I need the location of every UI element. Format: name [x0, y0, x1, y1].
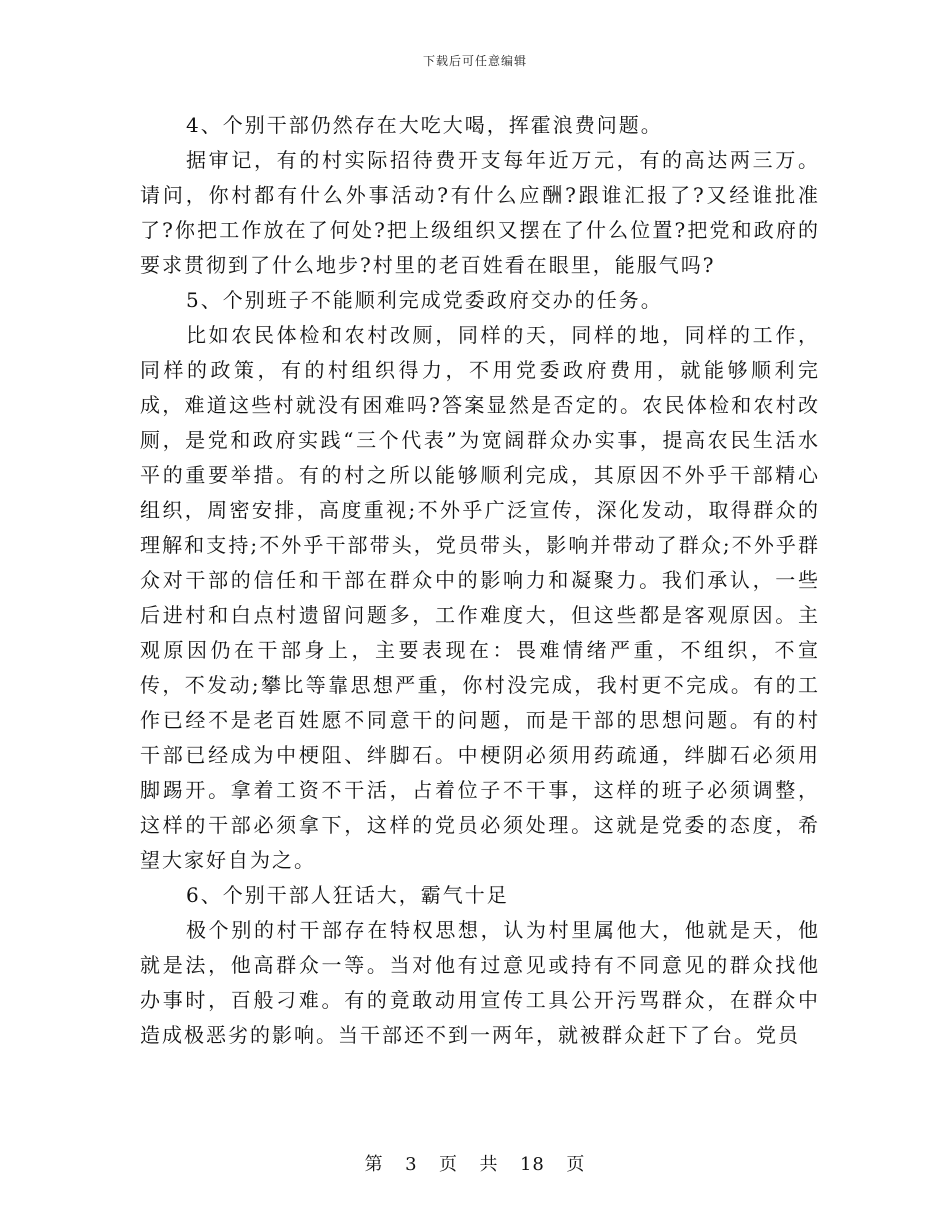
- paragraph-heading-4: 4、个别干部仍然存在大吃大喝，挥霍浪费问题。: [186, 113, 663, 137]
- paragraph-tasks-analysis: 比如农民体检和农村改厕，同样的天，同样的地，同样的工作，同样的政策，有的村组织得力，不用党委政府费用，就能够顺利完成，难道这些村就没有困难吗?答案显然是否定的。农民体检和农村改厕，是党和政府实践“三个代表”为宽阔群众办实事，提高农民生活水平的重要举措。有的村之所以能够顺利完成，其原因不外乎干部精心组织，周密安排，高度重视;不外乎广泛宣传，深化发动，取得群众的理解和支持;不外乎干部带头，党员带头，影响并带动了群众;不外乎群众对干部的信任和干部在群众中的影响力和凝聚力。我们承认，一些后进村和白点村遗留问题多，工作难度大，但这些都是客观原因。主观原因仍在干部身上，主要表现在：畏难情绪严重，不组织，不宣传，不发动;攀比等靠思想严重，你村没完成，我村更不完成。有的工作已经不是老百姓愿不同意干的问题，而是干部的思想问题。有的村干部已经成为中梗阻、绊脚石。中梗阴必须用药疏通，绊脚石必须用脚踢开。拿着工资不干活，占着位子不干事，这样的班子必须调整，这样的干部必须拿下，这样的党员必须处理。这就是党委的态度，希望大家好自为之。: [140, 323, 820, 872]
- footer-total-prefix: 共: [479, 1154, 499, 1175]
- paragraph-heading-5: 5、个别班子不能顺利完成党委政府交办的任务。: [186, 288, 663, 312]
- footer-page-label: 页: [439, 1154, 459, 1175]
- footer-prefix: 第: [364, 1154, 384, 1175]
- document-body: [140, 108, 820, 1053]
- footer-total-pages: 18: [519, 1154, 545, 1175]
- footer-suffix: 页: [566, 1154, 586, 1175]
- header-text: 下载后可任意编辑: [422, 54, 527, 68]
- page-header: [0, 52, 950, 69]
- page-footer: [0, 1150, 950, 1176]
- footer-current-page: 3: [405, 1154, 418, 1175]
- paragraph-privilege-thinking: 极个别的村干部存在特权思想，认为村里属他大，他就是天，他就是法，他高群众一等。当对他有过意见或持有不同意见的群众找他办事时，百般刁难。有的竟敢动用宣传工具公开污骂群众，在群众中造成极恶劣的影响。当干部还不到一两年，就被群众赶下了台。党员: [140, 918, 820, 1047]
- paragraph-heading-6: 6、个别干部人狂话大，霸气十足: [186, 883, 509, 907]
- paragraph-entertainment-costs: 据审记，有的村实际招待费开支每年近万元，有的高达两三万。请问，你村都有什么外事活动?有什么应酬?跟谁汇报了?又经谁批准了?你把工作放在了何处?把上级组织又摆在了什么位置?把党和政府的要求贯彻到了什么地步?村里的老百姓看在眼里，能服气吗?: [140, 148, 820, 277]
